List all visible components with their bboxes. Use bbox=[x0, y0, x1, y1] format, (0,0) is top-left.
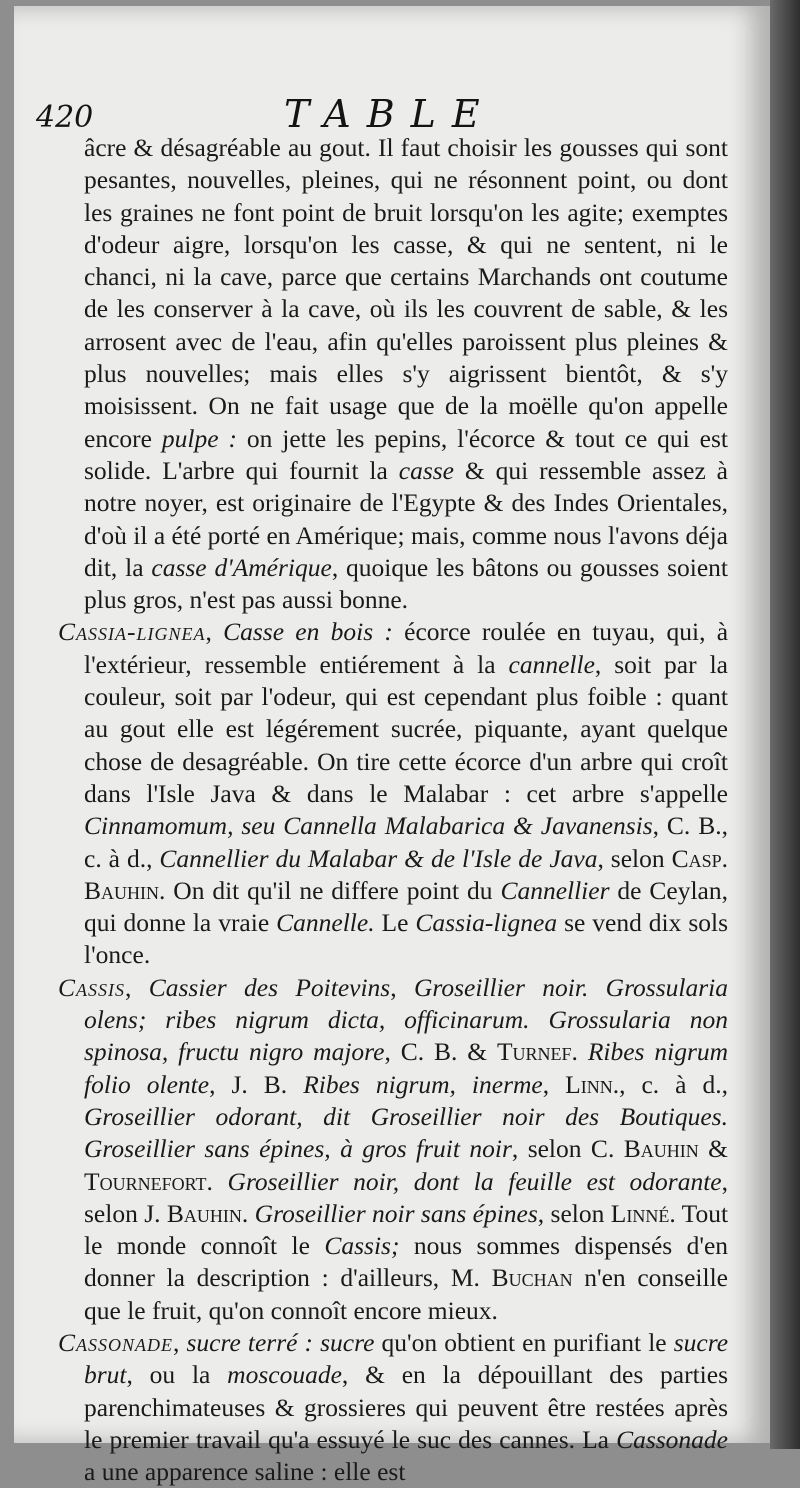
entry-casse-continued: âcre & désagréable au gout. Il faut choisir les gousses qui sont pesantes, nouvelles, pleines, qui ne résonnent point, ou dont les graines ne font point de bruit lorsqu'on les agite; exemptes d'odeur aigre, lorsqu'on les casse, & qui ne sentent, ni le chanci, ni la cave, parce que certains Marchands ont coutume de les conserver à la cave, où ils les couvrent de sable, & les arrosent avec de l'eau, afin qu'elles paroissent plus pleines & plus nouvelles; mais elles s'y aigrissent bientôt, & s'y moisissent. On ne fait usage que de la moëlle qu'on appelle encore pulpe : on jette les pepins, l'écorce & tout ce qui est solide. L'arbre qui fournit la casse & qui ressemble assez à notre noyer, est originaire de l'Egypte & des Indes Orientales, d'où il a été porté en Amérique; mais, comme nous l'avons déja dit, la casse d'Amérique, quoique les bâtons ou gousses soient plus gros, n'est pas aussi bonne. bbox=[84, 133, 729, 615]
headword-cassia-lignea: Cassia-lignea bbox=[58, 617, 206, 647]
book-page bbox=[14, 6, 770, 1487]
page-header bbox=[36, 90, 736, 138]
entry-cassis: Cassis, Cassier des Poitevins, Groseillier noir. Grossularia olens; ribes nigrum dicta, officinarum. Grossularia non spinosa, fructu nigro majore, C. B. & Turnef. Ribes nigrum folio olente, J. B. Ribes nigrum, inerme, Linn., c. à d., Groseillier odorant, dit Groseillier noir des Boutiques. Groseillier sans épines, à gros fruit noir, selon C. Bauhin & Tournefort. Groseillier noir, dont la feuille est odorante, selon J. Bauhin. Groseillier noir sans épines, selon Linné. Tout le monde connoît le Cassis; nous sommes dispensés d'en donner la description : d'ailleurs, M. Buchan n'en conseille que le fruit, qu'on connoît encore mieux. bbox=[58, 972, 729, 1325]
entry-cassonade: Cassonade, sucre terré : sucre qu'on obtient en purifiant le sucre brut, ou la moscouade, & en la dépouillant des parties parenchimateuses & grossieres qui peuvent être restées après le premier travail qu'a essuyé le suc des cannes. La Cassonade a une apparence saline : elle est bbox=[58, 1327, 729, 1487]
page-number: 420 bbox=[36, 100, 94, 135]
headword-cassonade: Cassonade bbox=[58, 1327, 173, 1357]
running-title: TABLE bbox=[284, 92, 496, 136]
entry-cassia-lignea: Cassia-lignea, Casse en bois : écorce roulée en tuyau, qui, à l'extérieur, ressemble entiérement à la cannelle, soit par la couleur, soit par l'odeur, qui est cependant plus foible : quant au gout elle est légérement sucrée, piquante, ayant quelque chose de desagréable. On tire cette écorce d'un arbre qui croît dans l'Isle Java & dans le Malabar : cet arbre s'appelle Cinnamomum, seu Cannella Malabarica & Javanensis, C. B., c. à d., Cannellier du Malabar & de l'Isle de Java, selon Casp. Bauhin. On dit qu'il ne differe point du Cannellier de Ceylan, qui donne la vraie Cannelle. Le Cassia-lignea se vend dix sols l'once. bbox=[58, 617, 729, 970]
headword-cassis: Cassis bbox=[58, 972, 125, 1002]
page-body bbox=[58, 132, 728, 1488]
book-spine-shadow bbox=[770, 0, 800, 1449]
